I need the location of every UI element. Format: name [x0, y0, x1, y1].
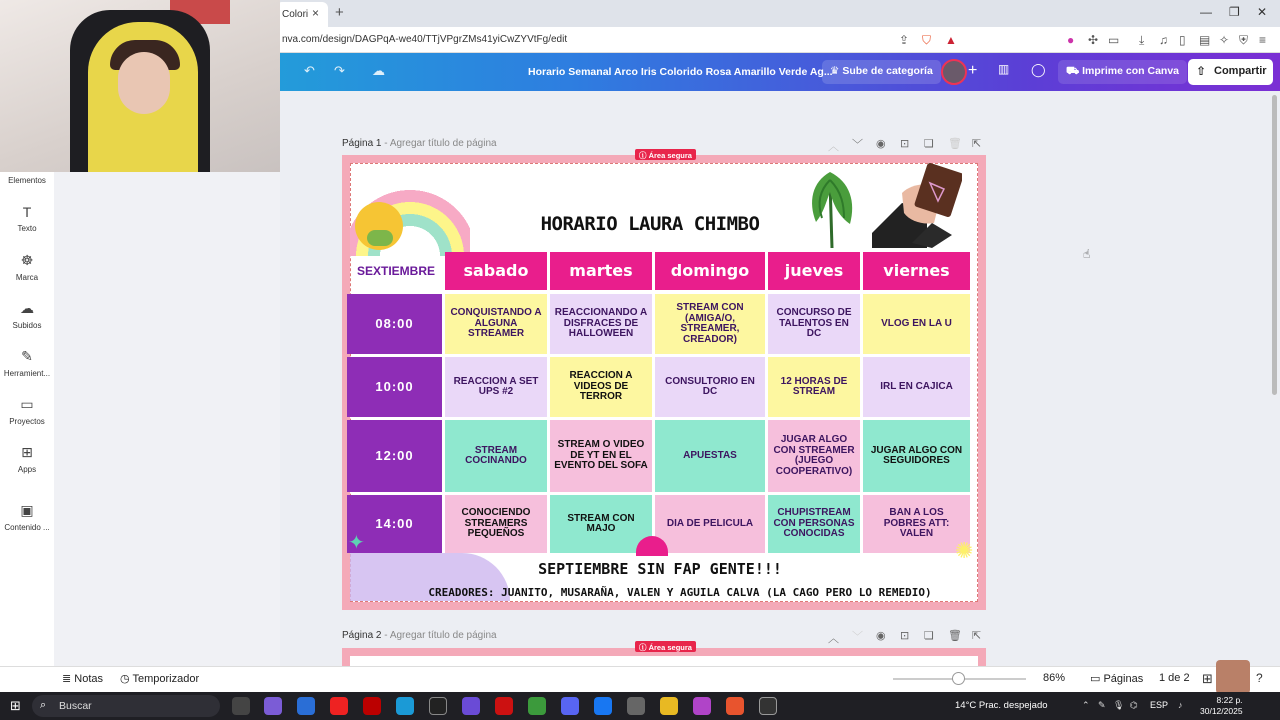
brand-icon: ☸ — [20, 252, 34, 268]
page-title-placeholder[interactable]: - Agregar título de página — [381, 138, 497, 149]
window-close-icon[interactable]: ✕ — [1257, 5, 1268, 19]
sidebar-item-content[interactable] — [0, 502, 54, 532]
page-title-placeholder[interactable]: - Agregar título de página — [381, 630, 497, 641]
schedule-cell[interactable]: STREAM O VIDEO DE YT EN EL EVENTO DEL SOFA — [550, 420, 652, 492]
browser-tab[interactable] — [276, 2, 328, 27]
notes-button[interactable] — [62, 672, 103, 685]
redo-icon[interactable]: ↷ — [334, 63, 345, 78]
day-header-viernes[interactable]: viernes — [863, 252, 970, 290]
cloud-save-icon[interactable]: ☁ — [372, 63, 385, 78]
move-up-icon[interactable]: ︿ — [828, 633, 839, 645]
sidebar-item-label: Contenido ... — [4, 523, 50, 532]
sidebar-item-brand[interactable] — [0, 252, 54, 282]
apps-icon: ⊞ — [21, 444, 33, 460]
safe-area-icon: ⓘ — [639, 643, 649, 652]
day-header-martes[interactable]: martes — [550, 252, 652, 290]
schedule-cell[interactable]: REACCION A VIDEOS DE TERROR — [550, 357, 652, 417]
search-icon: ⌕ — [40, 699, 47, 711]
mint-star-icon[interactable]: ✦ — [348, 532, 365, 554]
undo-icon[interactable]: ↶ — [304, 63, 315, 78]
search-placeholder: Buscar — [59, 700, 92, 712]
lock-icon[interactable]: ⊡ — [900, 630, 910, 642]
tab-close-icon[interactable]: × — [312, 6, 320, 20]
taskbar-search[interactable] — [32, 695, 220, 717]
app-icon-3[interactable] — [759, 697, 777, 715]
file-explorer-icon[interactable] — [660, 697, 678, 715]
day-header-jueves[interactable]: jueves — [768, 252, 860, 290]
notes-icon: ≣ — [62, 673, 75, 685]
month-label[interactable]: SEXTIEMBRE — [356, 263, 435, 278]
webcam-face — [118, 52, 170, 114]
upgrade-label: Sube de categoría — [842, 65, 933, 77]
schedule-cell[interactable]: DIA DE PELICULA — [655, 495, 765, 553]
sidebar-item-label: Texto — [17, 224, 37, 233]
sidebar-item-label: Subidos — [12, 321, 42, 330]
extensions-icon[interactable]: ✣ — [1088, 33, 1099, 47]
safe-area-icon: ⓘ — [639, 151, 649, 160]
notes-label: Notas — [74, 673, 104, 685]
move-up-icon[interactable]: ︿ — [828, 141, 839, 153]
left-sidebar — [0, 172, 54, 666]
schedule-cell[interactable]: CONQUISTANDO A ALGUNA STREAMER — [445, 294, 547, 354]
duplicate-icon[interactable]: ❏ — [924, 138, 934, 150]
windows-taskbar — [0, 692, 1280, 720]
schedule-cell[interactable]: 12 HORAS DE STREAM — [768, 357, 860, 417]
language-indicator[interactable]: ESP — [1150, 700, 1169, 710]
tab-title: Colori — [282, 9, 309, 20]
time-cell[interactable]: 14:00 — [347, 495, 442, 553]
schedule-cell[interactable]: BAN A LOS POBRES ATT: VALEN — [863, 495, 970, 553]
sidebar-item-tools[interactable] — [0, 348, 54, 378]
tiktok-icon[interactable] — [429, 697, 447, 715]
pages-label: Páginas — [1103, 673, 1144, 685]
weather-widget[interactable]: 14°C Prac. despejado — [955, 700, 1048, 711]
sidebar-item-label: Herramient... — [3, 369, 51, 378]
menu-icon[interactable]: ≡ — [1259, 33, 1267, 47]
page-1-label[interactable] — [342, 138, 497, 149]
canvas-scrollbar[interactable] — [1270, 91, 1280, 666]
day-header-sabado[interactable]: sabado — [445, 252, 547, 290]
leaf-graphic[interactable] — [804, 162, 860, 250]
edge-icon[interactable] — [396, 697, 414, 715]
facebook-icon[interactable] — [594, 697, 612, 715]
schedule-cell[interactable]: STREAM CON MAJO — [550, 495, 652, 553]
folder-icon: ▭ — [20, 396, 34, 412]
pages-icon: ▭ — [1090, 673, 1104, 685]
extension-color-icon[interactable]: ● — [1067, 33, 1075, 47]
schedule-cell[interactable]: CHUPISTREAM CON PERSONAS CONOCIDAS — [768, 495, 860, 553]
hands-holding-wallet-graphic[interactable] — [872, 163, 962, 248]
tools-icon: ✎ — [21, 348, 33, 364]
add-page-icon[interactable]: ⇱ — [972, 630, 982, 642]
schedule-cell[interactable]: STREAM CON (AMIGA/O, STREAMER, CREADOR) — [655, 294, 765, 354]
timer-icon: ◷ — [120, 673, 133, 685]
safe-area-label: Área segura — [648, 151, 692, 160]
tray-pen-icon[interactable]: ✎ — [1098, 700, 1106, 710]
share-page-icon[interactable]: ⇪ — [899, 33, 910, 47]
restore-icon[interactable]: ❐ — [1229, 5, 1240, 19]
page-number: Página 2 — [342, 630, 382, 641]
move-down-icon[interactable]: ﹀ — [852, 139, 863, 151]
store-icon[interactable] — [297, 697, 315, 715]
music-icon[interactable]: ♫ — [1159, 33, 1168, 47]
windows-start-icon[interactable]: ⊞ — [10, 698, 21, 713]
sidebar-item-text[interactable] — [0, 204, 54, 233]
upgrade-button[interactable] — [822, 60, 941, 84]
editor-bottom-bar — [0, 666, 1280, 692]
duplicate-icon[interactable]: ❏ — [924, 630, 934, 642]
volume-icon[interactable]: ♪ — [1178, 700, 1183, 710]
timer-button[interactable] — [120, 672, 199, 685]
brave-icon[interactable] — [726, 697, 744, 715]
schedule-title[interactable]: HORARIO LAURA CHIMBO — [540, 213, 760, 235]
app-icon[interactable] — [627, 697, 645, 715]
url-text[interactable]: nva.com/design/DAGPqA-we40/TTjVPgrZMs41yiCwZYVtFg/edit — [282, 34, 568, 45]
mouse-cursor-icon: ☝ — [1083, 247, 1091, 261]
sidebar-item-apps[interactable] — [0, 444, 54, 474]
schedule-cell[interactable]: REACCION A SET UPS #2 — [445, 357, 547, 417]
minimize-icon[interactable]: — — [1200, 5, 1212, 19]
safe-area-label: Área segura — [648, 643, 692, 652]
sidebar-item-uploads[interactable] — [0, 300, 54, 330]
brave-shield-icon[interactable]: ⛉ — [922, 33, 932, 47]
clock-time: 8:22 p. — [1216, 695, 1243, 705]
help-icon[interactable]: ? — [1256, 671, 1263, 685]
time-cell[interactable]: 08:00 — [347, 294, 442, 354]
avatar[interactable] — [941, 59, 967, 85]
copilot-icon[interactable] — [264, 697, 282, 715]
document-title[interactable]: Horario Semanal Arco Iris Colorido Rosa Amarillo Verde Ag... — [528, 66, 833, 78]
tray-chevron-icon[interactable]: ⌃ — [1082, 700, 1090, 710]
grid-view-icon[interactable]: ⊞ — [1202, 671, 1213, 686]
delete-icon[interactable]: 🗑 — [948, 138, 962, 150]
safe-area-badge — [635, 149, 696, 160]
schedule-cell[interactable]: JUGAR ALGO CON SEGUIDORES — [863, 420, 970, 492]
opera-icon[interactable] — [495, 697, 513, 715]
sidebar-toggle-icon[interactable]: ▯ — [1179, 33, 1186, 47]
sidebar-item-elements[interactable] — [0, 176, 54, 185]
move-down-icon[interactable]: ﹀ — [852, 631, 863, 643]
page-count: 1 de 2 — [1159, 672, 1190, 684]
youtube-icon[interactable] — [330, 697, 348, 715]
app-icon-2[interactable] — [693, 697, 711, 715]
chrome-icon[interactable] — [528, 697, 546, 715]
footer-title[interactable]: SEPTIEMBRE SIN FAP GENTE!!! — [538, 560, 782, 578]
secondary-webcam — [1216, 660, 1250, 694]
add-collaborator-icon[interactable]: + — [968, 62, 978, 79]
schedule-cell[interactable]: CONCURSO DE TALENTOS EN DC — [768, 294, 860, 354]
footer-credits[interactable]: CREADORES: JUANITO, MUSARAÑA, VALEN Y AGUILA CALVA (LA CAGO PERO LO REMEDIO) — [428, 586, 932, 599]
crown-icon: ♛ — [830, 65, 843, 77]
insights-icon[interactable]: ▥ — [998, 62, 1010, 76]
rewards-icon[interactable]: ▲ — [945, 33, 957, 47]
add-page-icon[interactable]: ⇱ — [972, 138, 982, 150]
time-cell[interactable]: 12:00 — [347, 420, 442, 492]
cast-icon[interactable]: ▭ — [1108, 33, 1120, 47]
schedule-cell[interactable]: CONSULTORIO EN DC — [655, 357, 765, 417]
zoom-slider-handle[interactable] — [952, 672, 965, 685]
hide-page-icon[interactable]: ◉ — [876, 138, 886, 150]
vpn-icon[interactable]: ⛨ — [1239, 33, 1249, 47]
obs-icon[interactable] — [462, 697, 480, 715]
upload-icon: ☁ — [20, 300, 34, 316]
safe-area-badge — [635, 641, 696, 652]
task-view-icon[interactable] — [232, 697, 250, 715]
yellow-star-icon[interactable]: ✺ — [955, 538, 974, 563]
discord-icon[interactable] — [561, 697, 579, 715]
lock-icon[interactable]: ⊡ — [900, 138, 910, 150]
new-tab-icon[interactable]: + — [335, 4, 344, 21]
hide-page-icon[interactable]: ◉ — [876, 630, 886, 642]
schedule-cell[interactable]: VLOG EN LA U — [863, 294, 970, 354]
share-icon: ⇧ — [1196, 64, 1207, 78]
schedule-cell[interactable]: IRL EN CAJICA — [863, 357, 970, 417]
day-header-domingo[interactable]: domingo — [655, 252, 765, 290]
print-button[interactable] — [1058, 60, 1187, 84]
sidebar-item-label: Apps — [17, 465, 37, 474]
network-icon[interactable]: ⌬ — [1130, 700, 1138, 710]
print-label: Imprime con Canva — [1082, 65, 1180, 77]
sidebar-item-label: Proyectos — [9, 417, 45, 426]
text-icon: T — [22, 204, 32, 220]
zoom-value[interactable]: 86% — [1043, 672, 1066, 684]
pages-button[interactable] — [1090, 672, 1143, 685]
delete-icon[interactable]: 🗑 — [948, 630, 962, 642]
content-icon: ▣ — [20, 502, 34, 518]
sidebar-item-label: Marca — [15, 273, 39, 282]
wallet-icon[interactable]: ▤ — [1199, 33, 1211, 47]
clock-date: 30/12/2025 — [1200, 706, 1243, 716]
page-number: Página 1 — [342, 138, 382, 149]
share-button[interactable] — [1188, 59, 1273, 85]
schedule-cell[interactable]: JUGAR ALGO CON STREAMER (JUEGO COOPERATIVO) — [768, 420, 860, 492]
sidebar-item-projects[interactable] — [0, 396, 54, 426]
schedule-cell[interactable]: CONOCIENDO STREAMERS PEQUEÑOS — [445, 495, 547, 553]
webcam-overlay — [0, 0, 280, 172]
scrollbar-thumb[interactable] — [1272, 95, 1277, 395]
time-cell[interactable]: 10:00 — [347, 357, 442, 417]
sidebar-item-label: Elementos — [8, 176, 46, 185]
comment-icon[interactable]: ◯ — [1031, 62, 1046, 77]
download-icon[interactable]: ⤓ — [1139, 33, 1145, 47]
share-label: Compartir — [1214, 65, 1267, 77]
schedule-cell[interactable]: APUESTAS — [655, 420, 765, 492]
schedule-cell[interactable]: REACCIONANDO A DISFRACES DE HALLOWEEN — [550, 294, 652, 354]
timer-label: Temporizador — [132, 673, 200, 685]
leo-icon[interactable]: ✧ — [1219, 33, 1230, 47]
schedule-cell[interactable]: STREAM COCINANDO — [445, 420, 547, 492]
microphone-icon[interactable]: 🎙 — [1113, 700, 1125, 710]
truck-icon: ⛟ — [1066, 65, 1083, 77]
sick-mouth-graphic — [367, 230, 393, 246]
design-safe-area — [350, 656, 978, 666]
taskbar-clock[interactable] — [1200, 695, 1243, 717]
page-2-label[interactable] — [342, 630, 497, 641]
netflix-icon[interactable] — [363, 697, 381, 715]
